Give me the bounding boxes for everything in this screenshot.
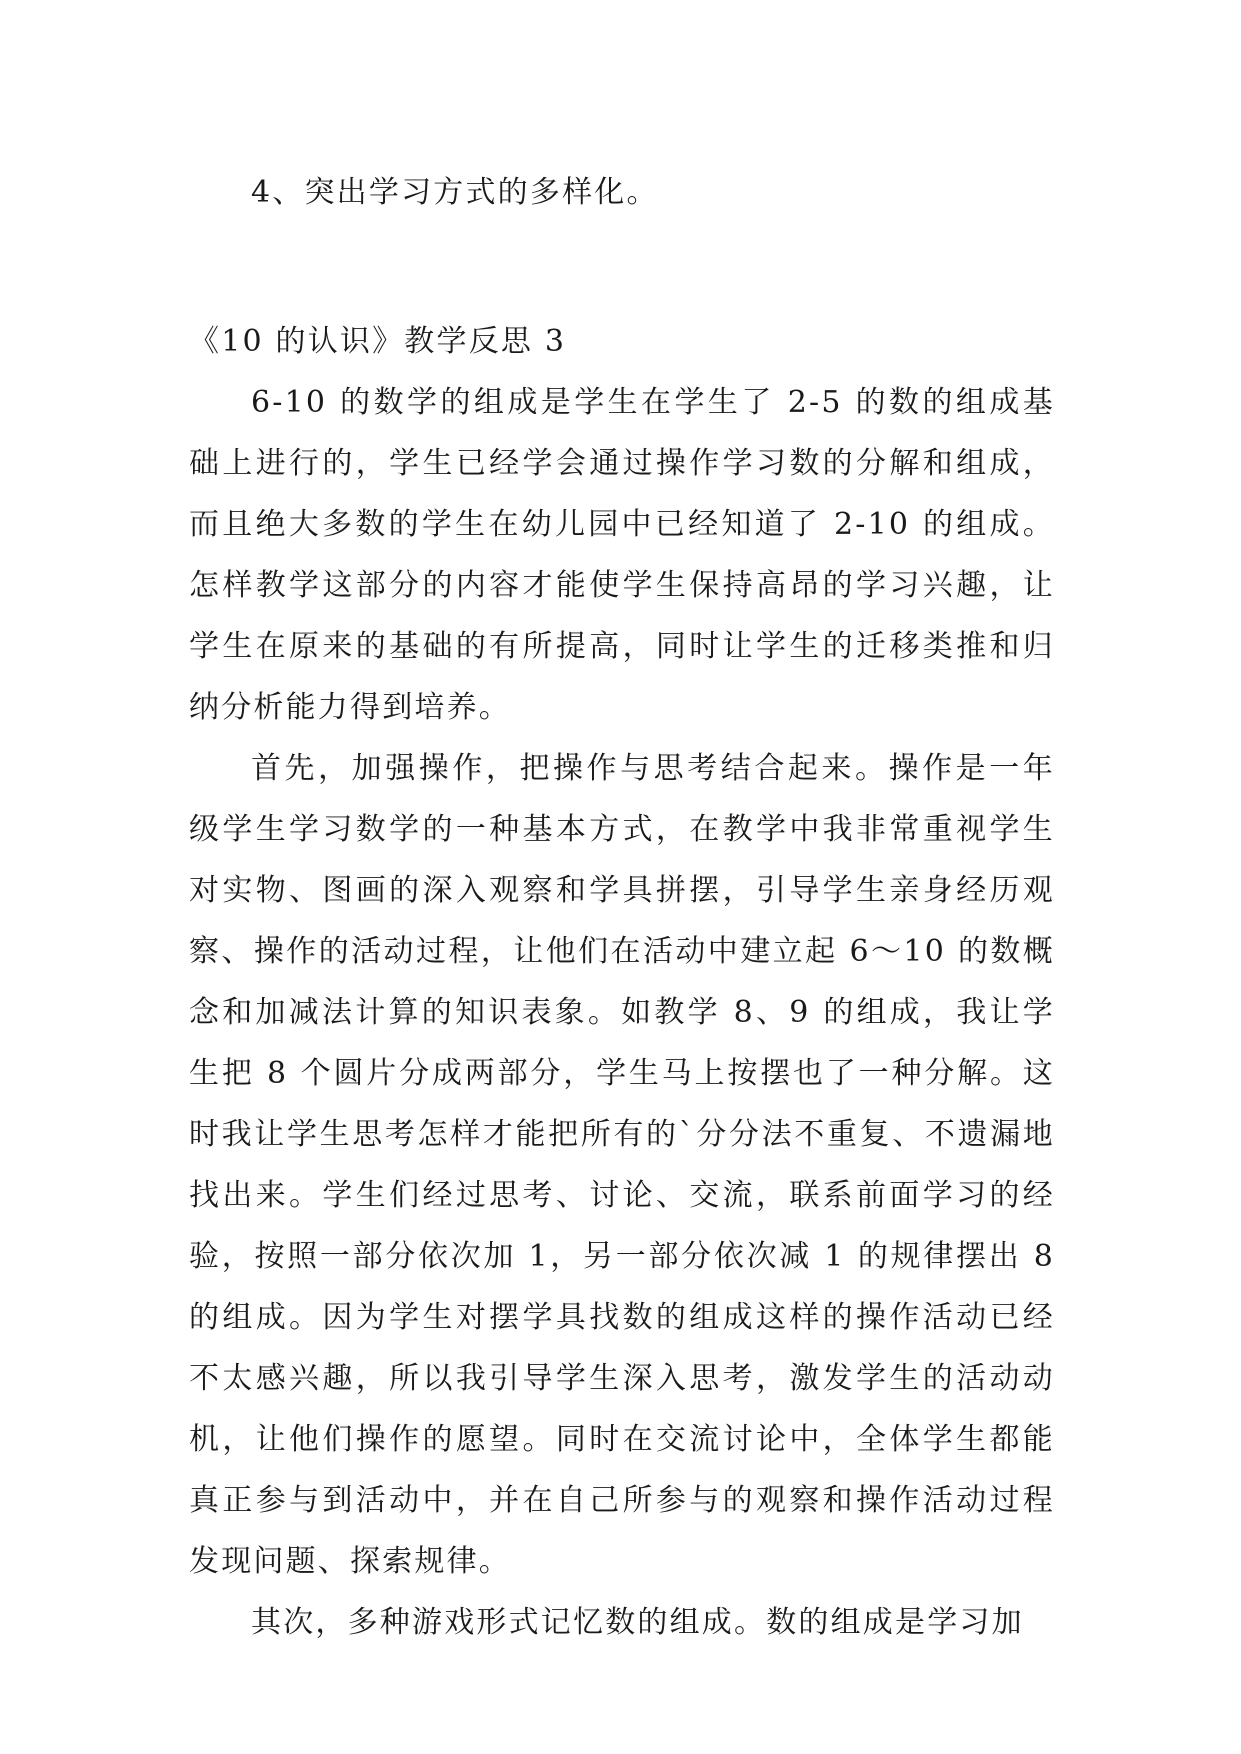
list-item-4: 4、突出学习方式的多样化。 bbox=[251, 175, 659, 210]
paragraph: 6-10 的数学的组成是学生在学生了 2-5 的数的组成基础上进行的，学生已经学会通过操作学习数的分解和组成，而且绝大多数的学生在幼儿园中已经知道了 2-10 的组成。怎样教学这部分的内容才能使学生保持高昂的学习兴趣，让学生在原来的基础的有所提高，同时让学生的迁移类推和归纳分析能力得到培养。 bbox=[189, 385, 1055, 725]
document-body bbox=[189, 162, 1055, 1653]
paragraph: 首先，加强操作，把操作与思考结合起来。操作是一年级学生学习数学的一种基本方式，在教学中我非常重视学生对实物、图画的深入观察和学具拼摆，引导学生亲身经历观察、操作的活动过程，让他们在活动中建立起 6～10 的数概念和加减法计算的知识表象。如教学 8、9 的组成，我让学生把 8 个圆片分成两部分，学生马上按摆也了一种分解。这时我让学生思考怎样才能把所有的`分分法不重复、不遗漏地找出来。学生们经过思考、讨论、交流，联系前面学习的经验，按照一部分依次加 1，另一部分依次减 1 的规律摆出 8 的组成。因为学生对摆学具找数的组成这样的操作活动已经不太感兴趣，所以我引导学生深入思考，激发学生的活动动机，让他们操作的愿望。同时在交流讨论中，全体学生都能真正参与到活动中，并在自己所参与的观察和操作活动过程发现问题、探索规律。 bbox=[189, 751, 1055, 1579]
paragraph: 其次，多种游戏形式记忆数的组成。数的组成是学习加 bbox=[251, 1605, 1024, 1640]
paragraph-gap bbox=[189, 223, 1055, 311]
section-title: 《10 的认识》教学反思 3 bbox=[189, 324, 567, 359]
